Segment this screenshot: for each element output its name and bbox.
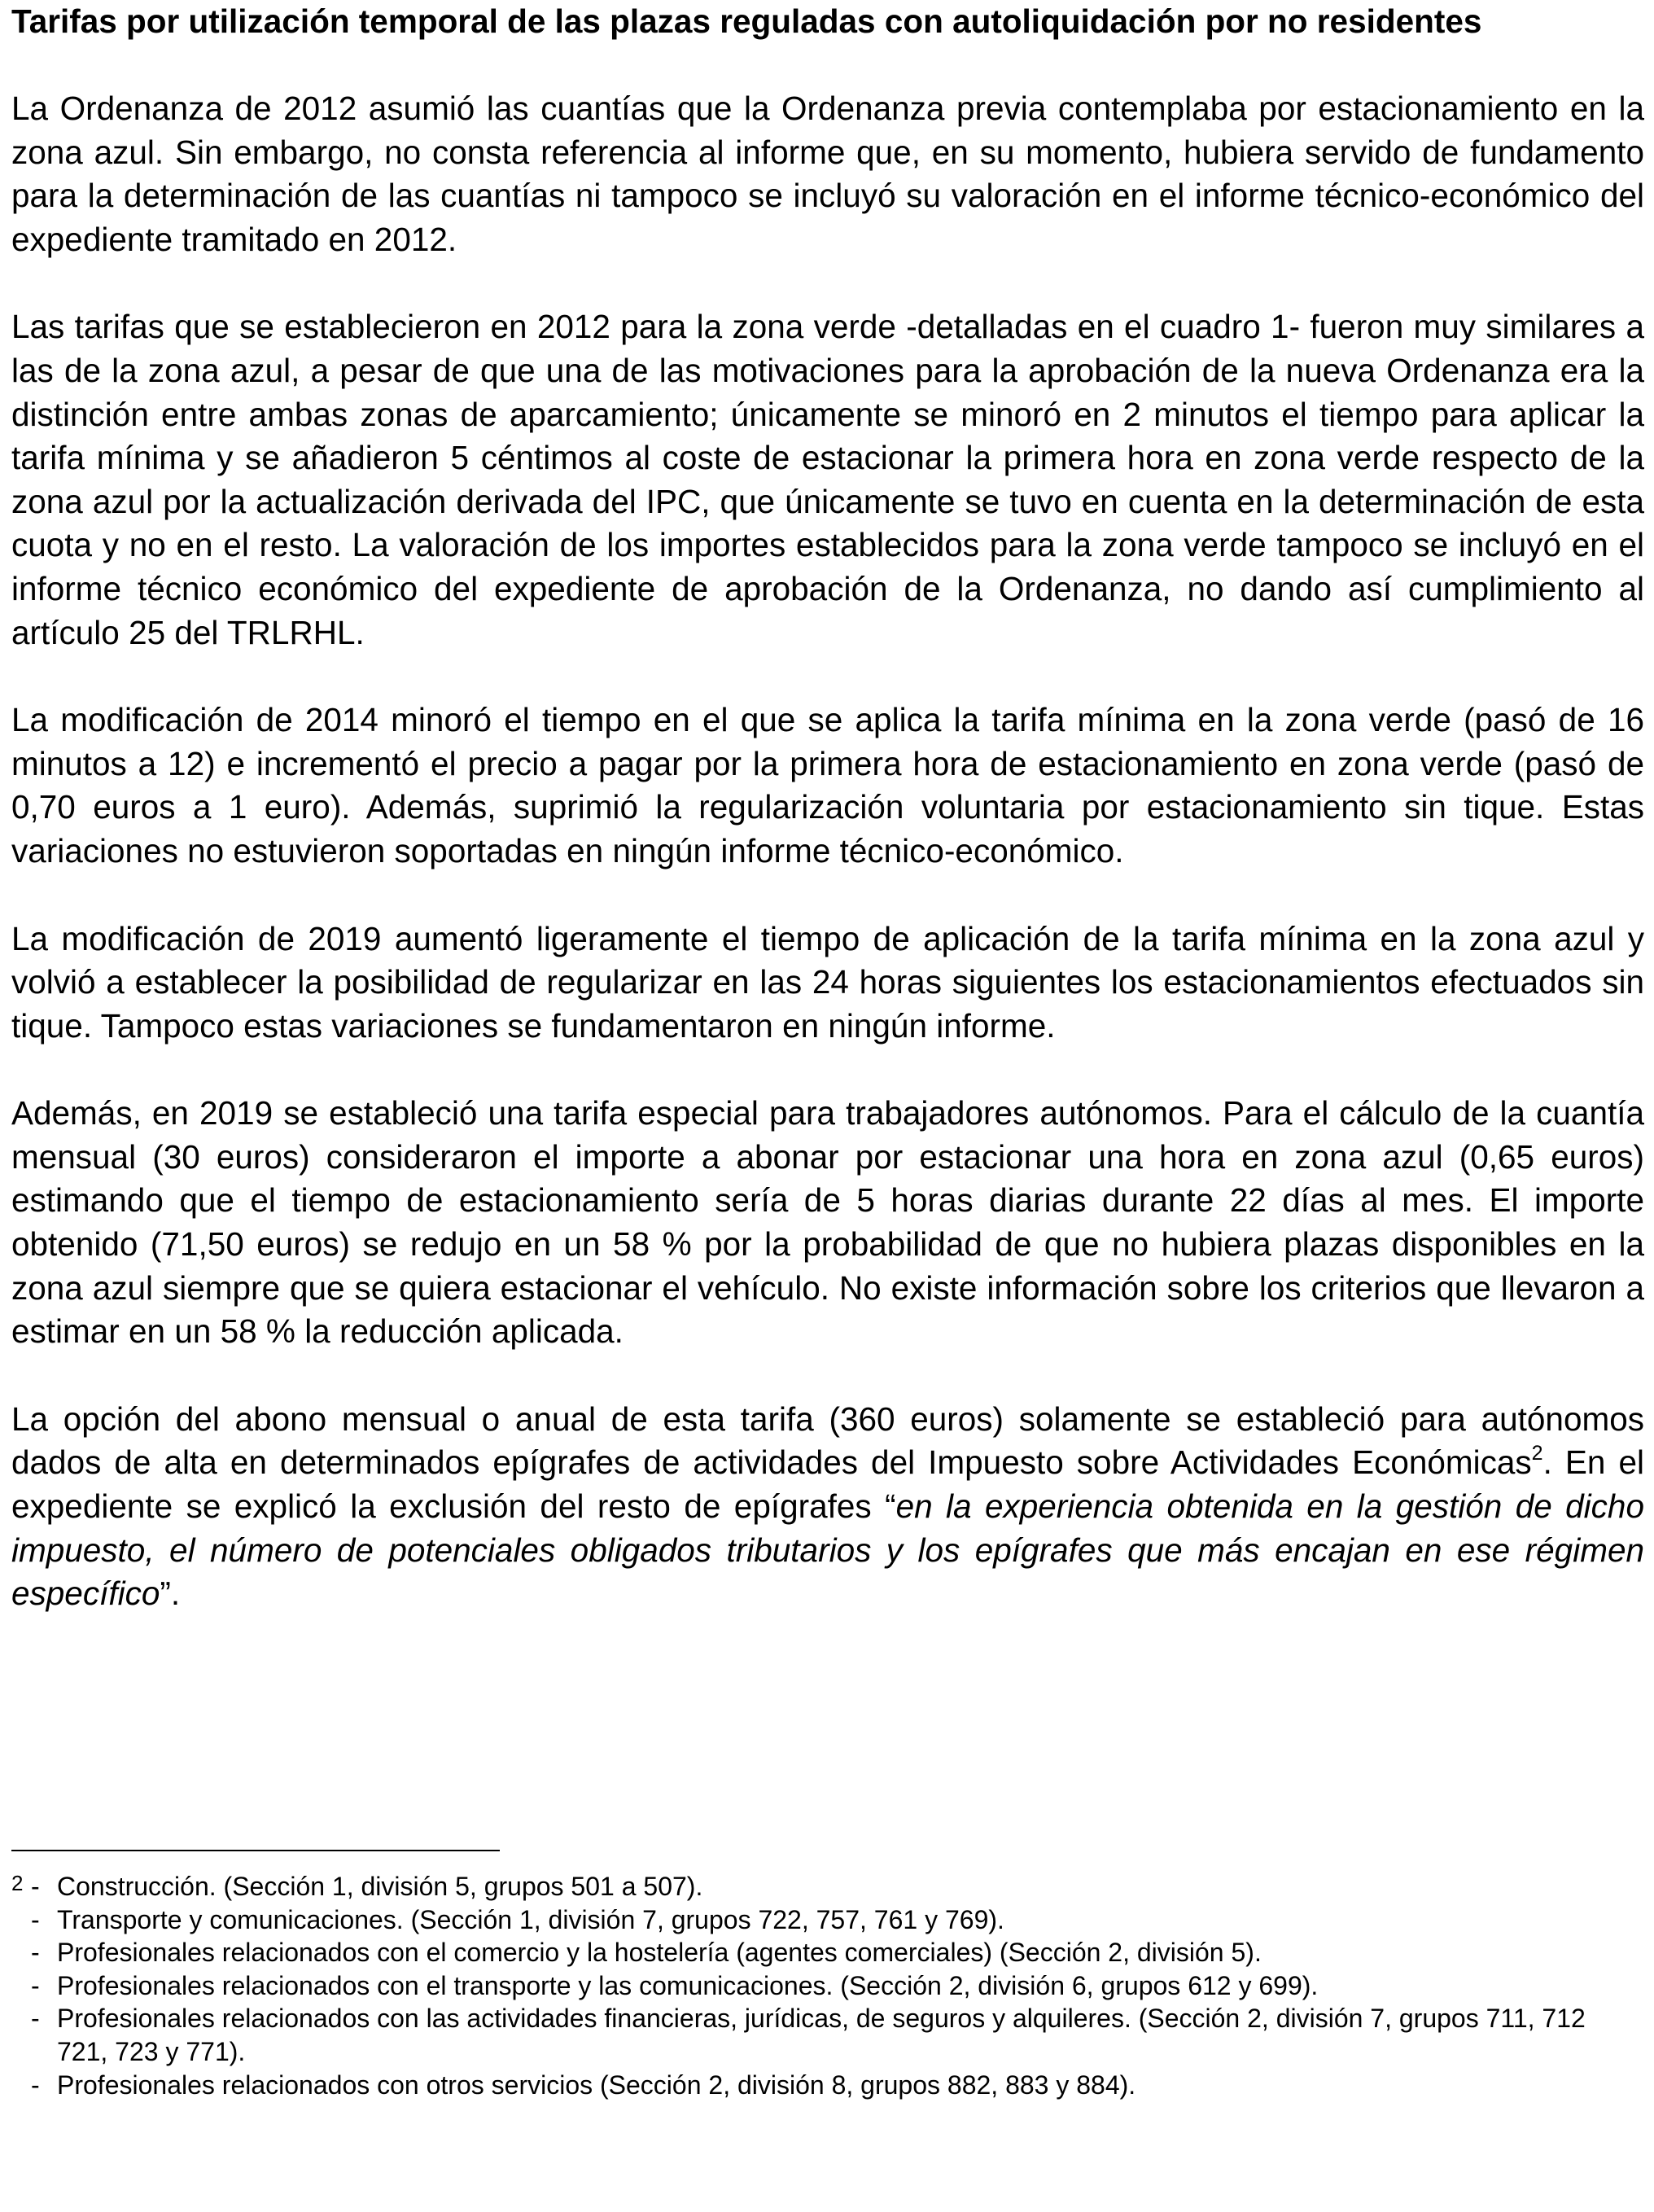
footnote-reference[interactable]: 2 (1531, 1442, 1543, 1465)
footnote-dash: - (31, 2004, 40, 2034)
footnote-item (11, 1969, 1631, 2003)
footnote-dash: - (31, 1938, 40, 1968)
footnote-dash: - (31, 1872, 40, 1901)
footnote-dash: - (31, 1904, 40, 1934)
paragraph-abono-text-1: La opción del abono mensual o anual de esta tarifa (360 euros) solamente se estableció para autónomos dados de alta en determinados epígrafes de actividades del Impuesto sobre Actividades Económicas (11, 1399, 1644, 1482)
footnote-list (11, 1870, 1631, 2101)
footnote-item-text: Construcción. (Sección 1, división 5, grupos 501 a 507). (57, 1872, 703, 1901)
section-heading: Tarifas por utilización temporal de las plazas reguladas con autoliquidación por no residentes (11, 2, 1482, 40)
footnote-dash: - (31, 2070, 40, 2100)
footnote-item-text: Profesionales relacionados con otros servicios (Sección 2, división 8, grupos 882, 883 y 884). (57, 2070, 1136, 2100)
footnote-item (11, 1903, 1631, 1937)
footnote-item-text: Profesionales relacionados con el comercio y la hostelería (agentes comerciales) (Sección 2, división 5). (57, 1938, 1262, 1968)
paragraph-modificacion-2019: La modificación de 2019 aumentó ligeramente el tiempo de aplicación de la tarifa mínima en la zona azul y volvió a establecer la posibilidad de regularizar en las 24 horas siguientes los estacionamientos efectuados sin tique. Tampoco estas variaciones se fundamentaron en ningún informe. (11, 919, 1644, 1045)
footnote-item (11, 1936, 1631, 1969)
footnote-item (11, 2002, 1631, 2068)
paragraph-abono-anual (11, 1398, 1644, 1616)
footnote-item-text: Profesionales relacionados con las actividades financieras, jurídicas, de seguros y alquileres. (Sección 2, división 7, grupos 711, 712 721, 723 y 771). (57, 2004, 1586, 2066)
paragraph-abono-text-2: . En el expediente se explicó la exclusión del resto de epígrafes “ (11, 1443, 1644, 1526)
footnote-item-text: Transporte y comunicaciones. (Sección 1, división 7, grupos 722, 757, 761 y 769). (57, 1904, 1004, 1934)
footnote-item (11, 2069, 1631, 2102)
footnote-dash: - (31, 1970, 40, 2000)
footnote-separator (11, 1850, 500, 1851)
footnote-item-text: Profesionales relacionados con el transporte y las comunicaciones. (Sección 2, división 6, grupos 612 y 699). (57, 1970, 1319, 2000)
document-body (11, 0, 1644, 1616)
paragraph-zona-verde-2012: Las tarifas que se establecieron en 2012 para la zona verde -detalladas en el cuadro 1- fueron muy similares a las de la zona azul, a pesar de que una de las motivaciones para la aprobación de la nueva Ordenanza era la distinción entre ambas zonas de aparcamiento; únicamente se minoró en 2 minutos el tiempo para aplicar la tarifa mínima y se añadieron 5 céntimos al coste de estacionar la primera hora en zona verde respecto de la zona azul por la actualización derivada del IPC, que únicamente se tuvo en cuenta en la determinación de esta cuota y no en el resto. La valoración de los importes establecidos para la zona verde tampoco se incluyó en el informe técnico económico del expediente de aprobación de la Ordenanza, no dando así cumplimiento al artículo 25 del TRLRHL. (11, 308, 1644, 651)
footnote-item (11, 1870, 1631, 1903)
paragraph-ordenanza-2012: La Ordenanza de 2012 asumió las cuantías que la Ordenanza previa contemplaba por estacionamiento en la zona azul. Sin embargo, no consta referencia al informe que, en su momento, hubiera servido de fundamento para la determinación de las cuantías ni tampoco se incluyó su valoración en el informe técnico-económico del expediente tramitado en 2012. (11, 90, 1644, 258)
paragraph-abono-text-3: ”. (160, 1575, 181, 1613)
paragraph-abono-quote: en la experiencia obtenida en la gestión de dicho impuesto, el número de potenciales obligados tributarios y los epígrafes que más encajan en ese régimen específico (11, 1487, 1644, 1613)
footnote-number: 2 (11, 1871, 24, 1895)
paragraph-modificacion-2014: La modificación de 2014 minoró el tiempo en el que se aplica la tarifa mínima en la zona verde (pasó de 16 minutos a 12) e incrementó el precio a pagar por la primera hora de estacionamiento en zona verde (pasó de 0,70 euros a 1 euro). Además, suprimió la regularización voluntaria por estacionamiento sin tique. Estas variaciones no estuvieron soportadas en ningún informe técnico-económico. (11, 701, 1644, 869)
paragraph-tarifa-autonomos: Además, en 2019 se estableció una tarifa especial para trabajadores autónomos. Para el cálculo de la cuantía mensual (30 euros) consideraron el importe a abonar por estacionar una hora en zona azul (0,65 euros) estimando que el tiempo de estacionamiento sería de 5 horas diarias durante 22 días al mes. El importe obtenido (71,50 euros) se redujo en un 58 % por la probabilidad de que no hubiera plazas disponibles en la zona azul siempre que se quiera estacionar el vehículo. No existe información sobre los criterios que llevaron a estimar en un 58 % la reducción aplicada. (11, 1094, 1644, 1351)
footnotes (11, 1870, 1631, 2101)
